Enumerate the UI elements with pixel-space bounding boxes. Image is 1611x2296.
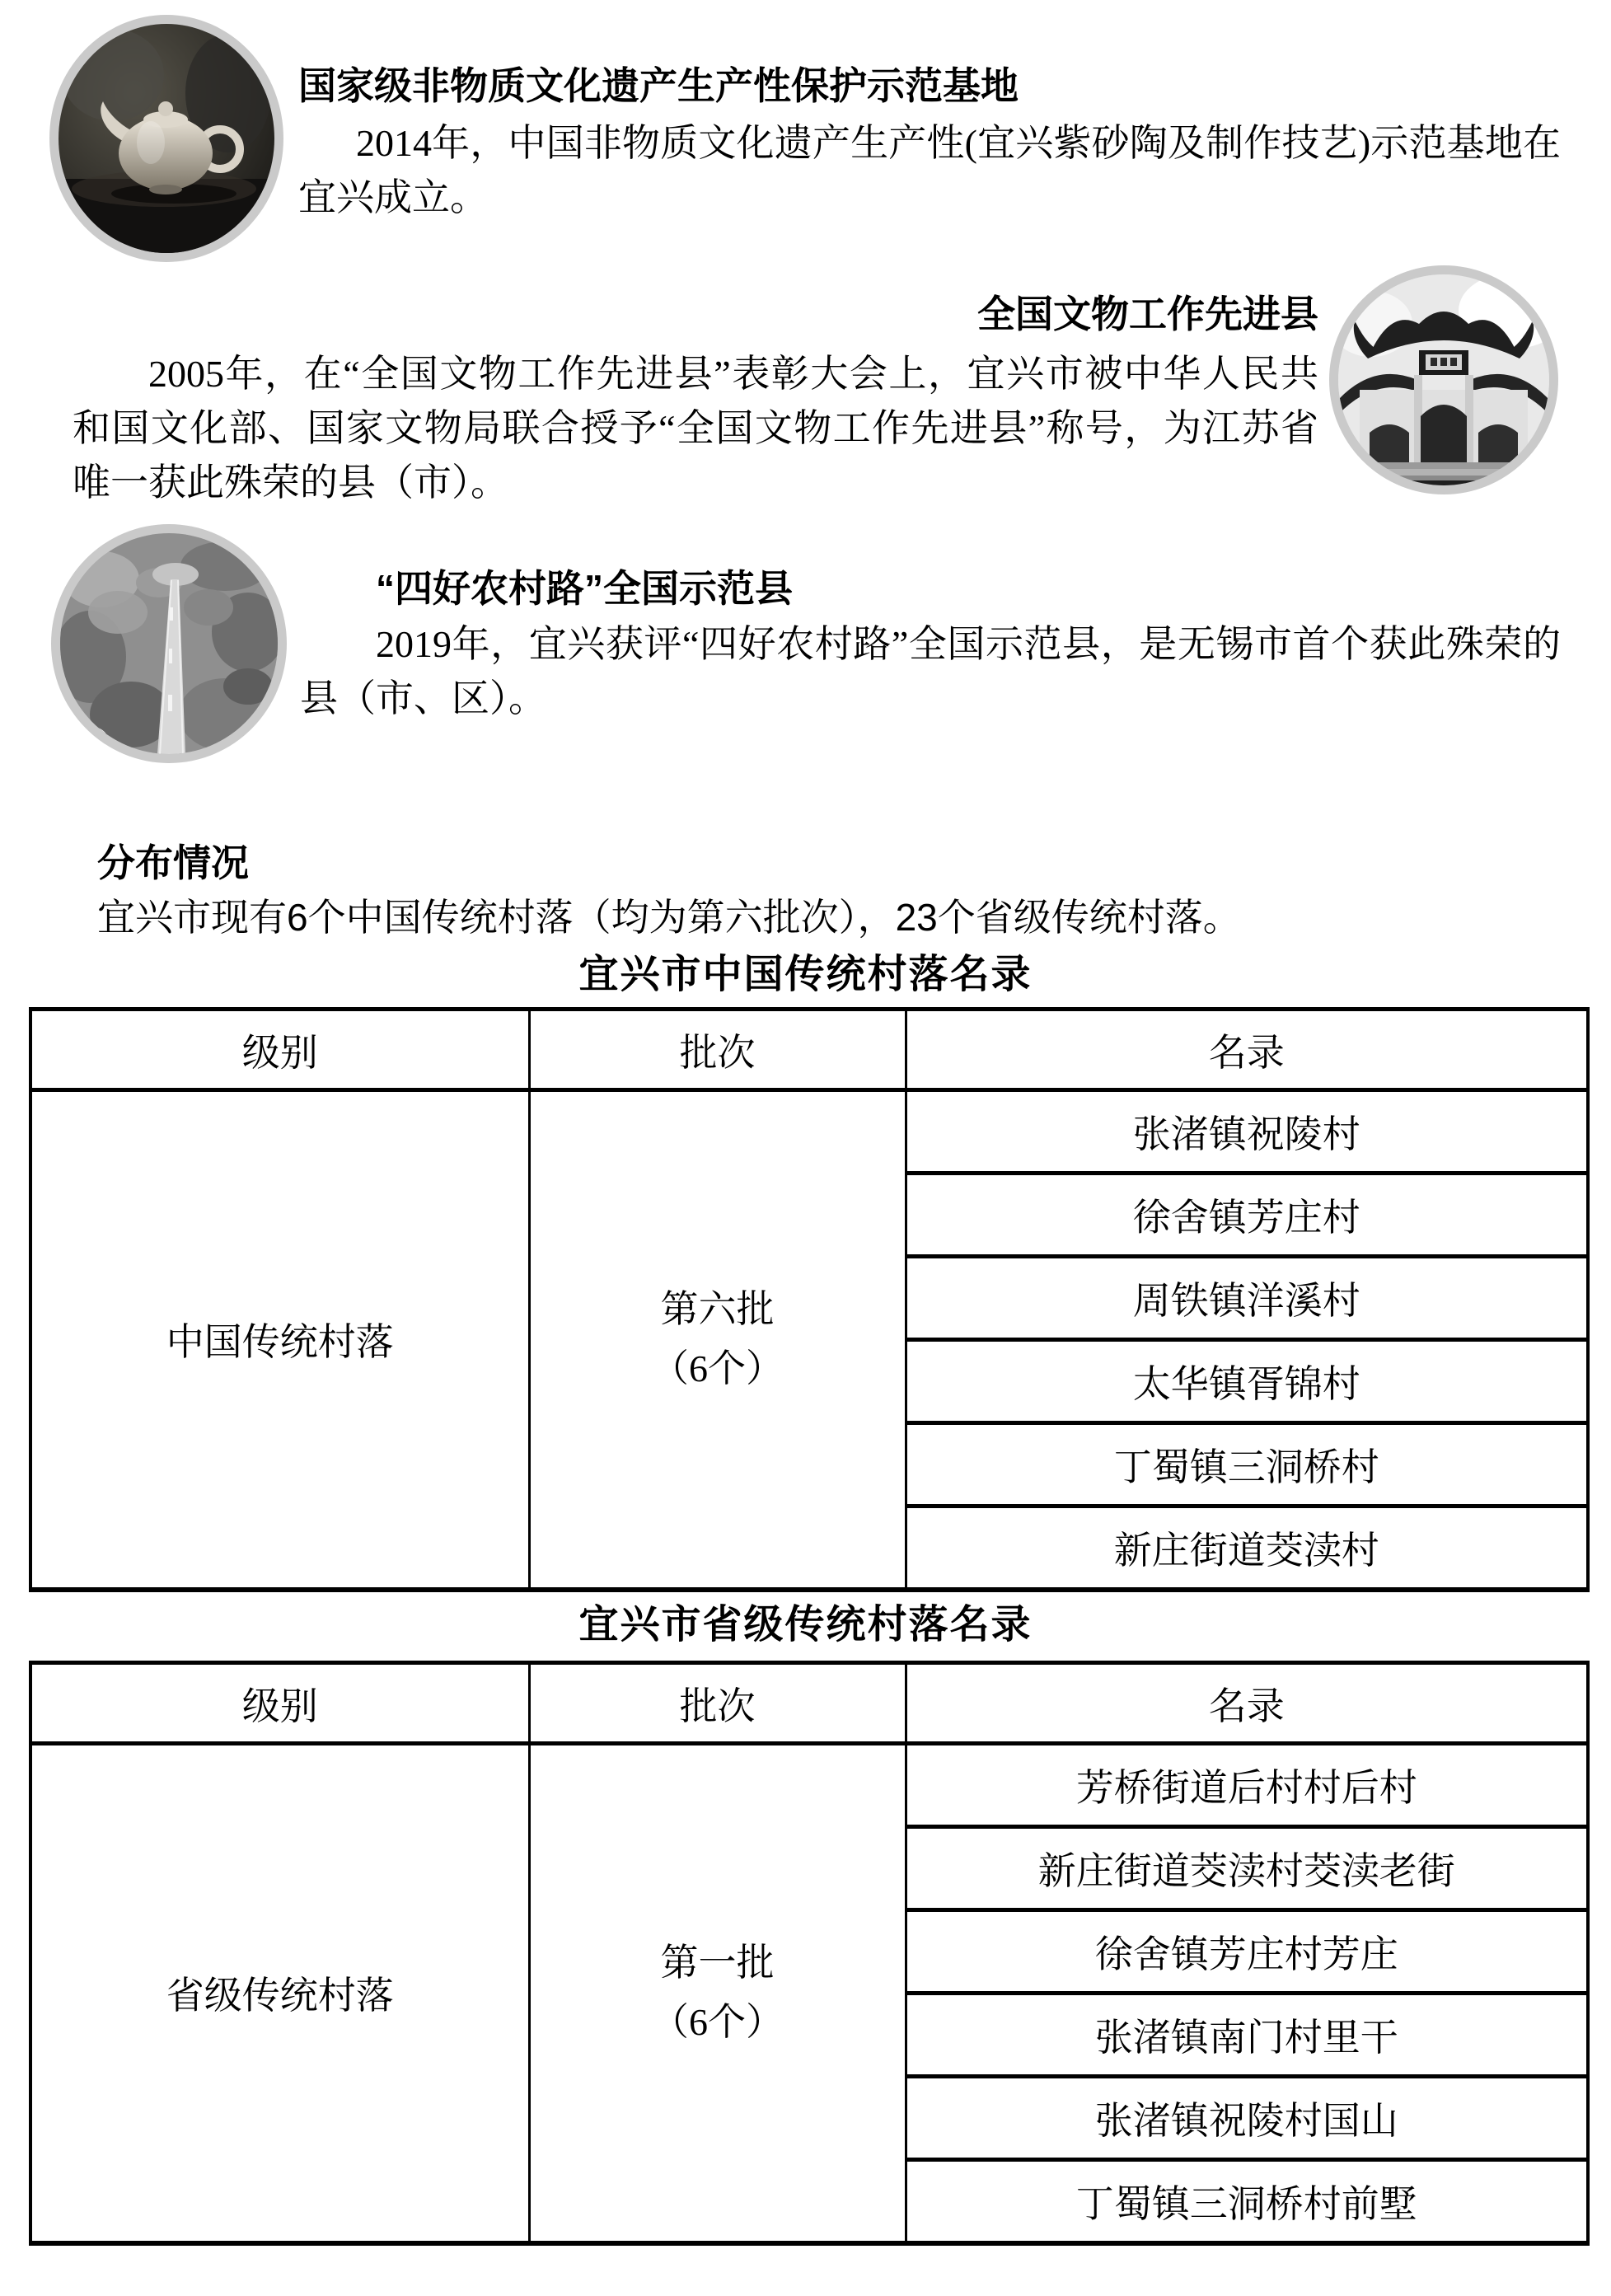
distribution-heading: 分布情况: [97, 841, 249, 884]
heritage-archway-photo: [1329, 265, 1558, 494]
village-name-cell: 新庄街道茭渎村: [906, 1506, 1588, 1590]
column-header-level: 级别: [30, 1010, 529, 1090]
distribution-intro: 宜兴市现有6个中国传统村落（均为第六批次），23个省级传统村落。: [97, 896, 1241, 939]
village-name-cell: 丁蜀镇三洞桥村前墅: [906, 2160, 1588, 2243]
distribution-section: [97, 836, 1515, 944]
village-name-cell: 太华镇胥锦村: [906, 1340, 1588, 1423]
paragraph-line: 和国文化部、国家文物局联合授予“全国文物工作先进县”称号，为江苏省: [73, 407, 1318, 449]
paragraph-line: 2005年，在“全国文物工作先进县”表彰大会上，宜兴市被中华人民共: [148, 353, 1318, 395]
national-table-title: 宜兴市中国传统村落名录: [578, 953, 1033, 996]
table-row: [30, 1090, 1588, 1174]
level-cell: 省级传统村落: [30, 1744, 529, 2243]
village-name-cell: 张渚镇祝陵村: [1132, 1113, 1360, 1155]
award-section-rural-road: [300, 561, 1561, 726]
archway-illustration: [1338, 274, 1549, 485]
award-title: 全国文物工作先进县: [977, 293, 1318, 335]
village-name-cell: 丁蜀镇三洞桥村: [906, 1423, 1588, 1506]
paragraph-line: 2014年，中国非物质文化遗产生产性(宜兴紫砂陶及制作技艺)示范基地在: [356, 122, 1561, 164]
award-section-heritage-base: [298, 59, 1561, 225]
column-header-batch: 批次: [529, 1010, 906, 1090]
award-title: “四好农村路”全国示范县: [376, 567, 793, 610]
table-header-row: [30, 1663, 1588, 1744]
column-header-level: 级别: [30, 1663, 529, 1744]
award-title: 国家级非物质文化遗产生产性保护示范基地: [298, 64, 1019, 107]
batch-line: （6个）: [651, 2001, 784, 2044]
provincial-villages-table: [29, 1661, 1590, 2246]
national-villages-table: [29, 1007, 1590, 1592]
teapot-illustration: [59, 24, 274, 253]
award-paragraph: [300, 617, 1561, 726]
batch-line: 第一批: [660, 1942, 775, 1984]
batch-line: 第六批: [660, 1288, 775, 1331]
batch-line: （6个）: [651, 1347, 784, 1390]
village-name-cell: 张渚镇南门村里干: [906, 1994, 1588, 2077]
paragraph-line: 唯一获此殊荣的县（市）。: [73, 462, 508, 504]
zisha-teapot-photo: [49, 15, 283, 262]
village-name-cell: 芳桥街道后村村后村: [1075, 1767, 1417, 1809]
road-illustration: [60, 533, 278, 754]
award-paragraph: [73, 347, 1318, 510]
village-name-cell: 张渚镇祝陵村国山: [906, 2077, 1588, 2160]
paragraph-line: 2019年，宜兴获评“四好农村路”全国示范县，是无锡市首个获此殊荣的: [376, 623, 1561, 665]
award-paragraph: [298, 116, 1561, 225]
column-header-names: 名录: [906, 1010, 1588, 1090]
village-name-cell: 新庄街道茭渎村茭渎老街: [906, 1827, 1588, 1910]
village-name-cell: 徐舍镇芳庄村芳庄: [906, 1910, 1588, 1994]
paragraph-line: 宜兴成立。: [298, 176, 488, 218]
table-row: [30, 1744, 1588, 1827]
table-header-row: [30, 1010, 1588, 1090]
rural-road-aerial-photo: [51, 524, 287, 763]
level-cell: 中国传统村落: [30, 1090, 529, 1590]
provincial-table-title: 宜兴市省级传统村落名录: [578, 1603, 1033, 1647]
batch-cell: [529, 1090, 906, 1590]
column-header-batch: 批次: [529, 1663, 906, 1744]
batch-cell: [529, 1744, 906, 2243]
paragraph-line: 县（市、区）。: [300, 677, 546, 719]
award-section-relics-county: [73, 287, 1318, 510]
village-name-cell: 周铁镇洋溪村: [906, 1257, 1588, 1340]
village-name-cell: 徐舍镇芳庄村: [906, 1174, 1588, 1257]
column-header-names: 名录: [906, 1663, 1588, 1744]
